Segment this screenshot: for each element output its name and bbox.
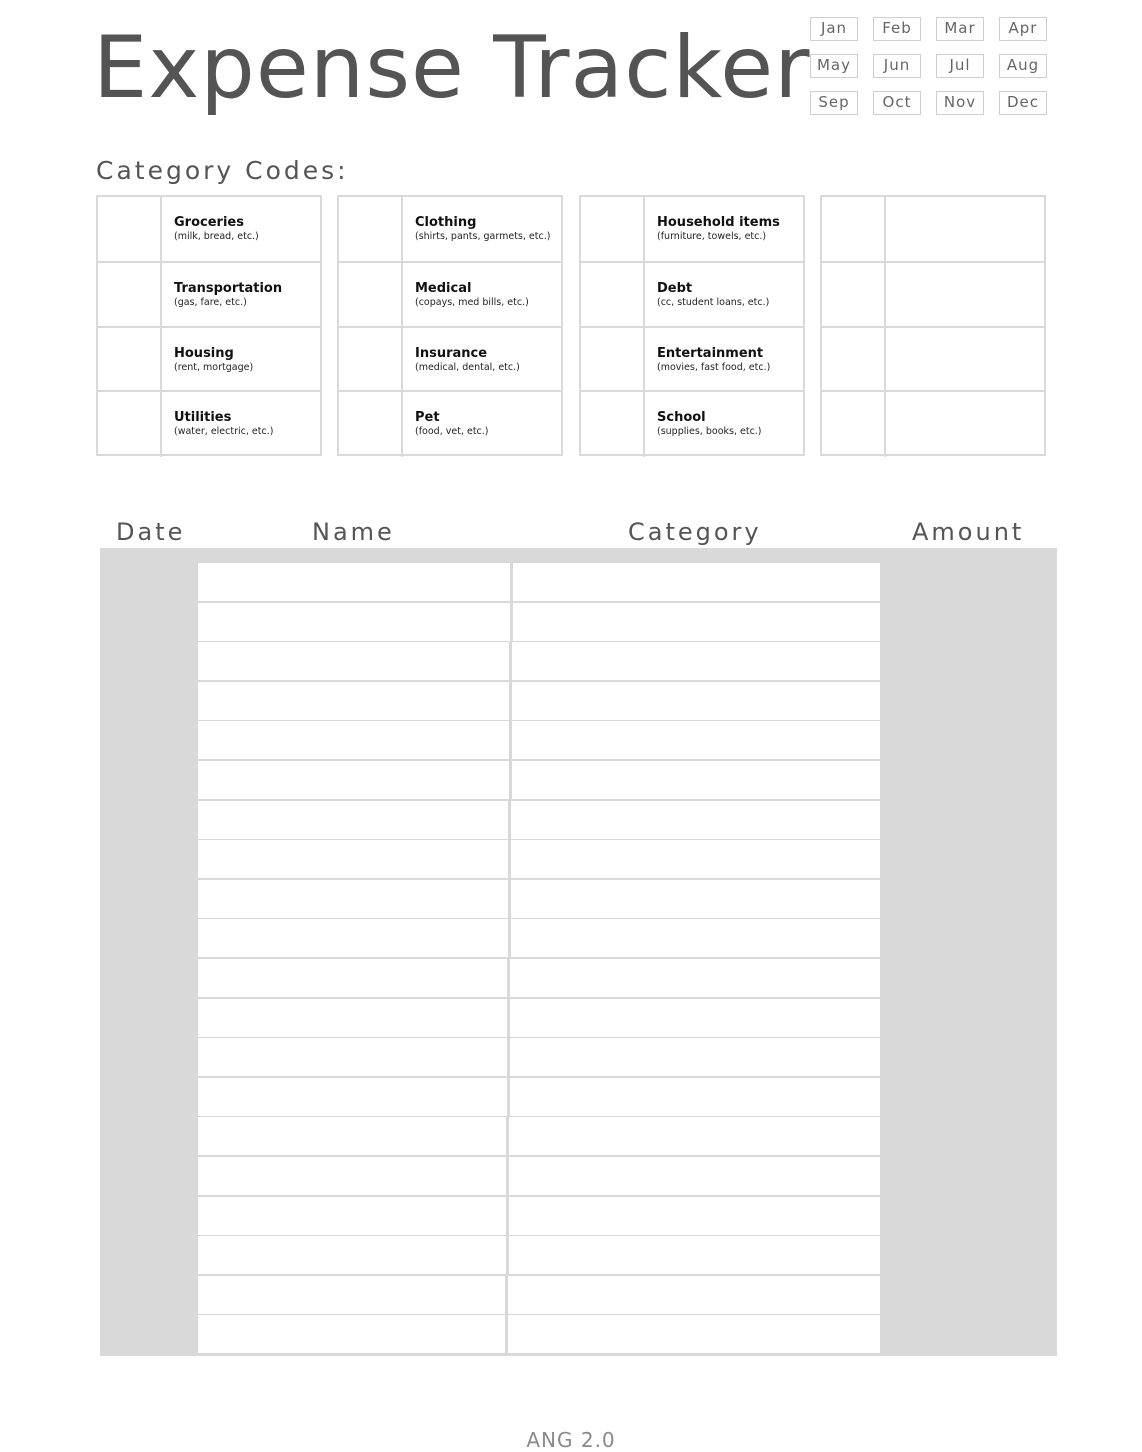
category-cell[interactable] [510, 1078, 880, 1116]
expense-ledger [100, 548, 1057, 1356]
name-cell[interactable] [198, 1315, 505, 1353]
ledger-row [100, 1276, 1057, 1314]
category-description: (furniture, towels, etc.) [657, 231, 767, 242]
name-cell[interactable] [198, 999, 507, 1037]
category-code-box[interactable] [339, 328, 403, 393]
category-name: School [657, 409, 706, 425]
month-box-nov[interactable]: Nov [936, 91, 984, 115]
category-cell[interactable] [511, 880, 880, 918]
ledger-row [100, 761, 1057, 799]
category-code-box[interactable] [822, 263, 886, 328]
category-row [339, 197, 561, 262]
category-name: Entertainment [657, 345, 764, 361]
category-description: (medical, dental, etc.) [415, 361, 520, 373]
name-cell[interactable] [198, 840, 508, 878]
name-cell[interactable] [198, 919, 508, 957]
category-cell[interactable] [511, 919, 880, 957]
category-name: Household items [657, 215, 780, 230]
ledger-row [100, 563, 1057, 601]
category-cell[interactable] [508, 1276, 880, 1314]
category-code-box[interactable] [98, 392, 162, 457]
name-cell[interactable] [198, 1078, 507, 1116]
name-cell[interactable] [198, 801, 508, 839]
category-row [581, 261, 803, 328]
month-box-jul[interactable]: Jul [936, 54, 984, 78]
category-label [415, 410, 489, 439]
category-code-box[interactable] [581, 197, 645, 262]
month-box-oct[interactable]: Oct [873, 91, 921, 115]
category-label [415, 281, 529, 310]
category-label [657, 215, 780, 244]
category-cell[interactable] [510, 999, 880, 1037]
category-row [98, 326, 320, 393]
name-cell[interactable] [198, 880, 508, 918]
category-row [822, 326, 1044, 393]
category-code-box[interactable] [581, 263, 645, 328]
month-box-jun[interactable]: Jun [873, 54, 921, 78]
category-cell[interactable] [512, 682, 880, 720]
category-cell[interactable] [509, 1197, 880, 1235]
category-cell[interactable] [512, 721, 880, 759]
name-cell[interactable] [198, 1276, 505, 1314]
name-cell[interactable] [198, 642, 509, 680]
category-group-3 [579, 195, 805, 456]
category-code-box[interactable] [822, 197, 886, 262]
ledger-row [100, 801, 1057, 839]
category-row [581, 197, 803, 262]
month-box-jan[interactable]: Jan [810, 17, 858, 41]
category-description: (food, vet, etc.) [415, 425, 489, 437]
category-row [581, 326, 803, 393]
ledger-row [100, 1315, 1057, 1353]
ledger-row [100, 642, 1057, 680]
category-label [415, 346, 520, 375]
date-column-header: Date [116, 518, 186, 546]
name-cell[interactable] [198, 1236, 506, 1274]
category-description: (gas, fare, etc.) [174, 297, 247, 309]
category-label [657, 346, 770, 375]
page-title: Expense Tracker [93, 18, 811, 118]
category-description: (milk, bread, etc.) [174, 231, 259, 242]
category-label [174, 346, 253, 375]
category-description: (shirts, pants, garmets, etc.) [415, 231, 551, 242]
ledger-row [100, 603, 1057, 641]
name-cell[interactable] [198, 1197, 506, 1235]
ledger-row [100, 919, 1057, 957]
month-selector [810, 17, 1050, 119]
category-group-4 [820, 195, 1046, 456]
category-cell[interactable] [509, 1236, 880, 1274]
name-cell[interactable] [198, 761, 509, 799]
month-box-mar[interactable]: Mar [936, 17, 984, 41]
category-row [98, 261, 320, 328]
category-group-2 [337, 195, 563, 456]
category-row [98, 197, 320, 262]
ledger-row [100, 880, 1057, 918]
ledger-row [100, 1078, 1057, 1116]
category-name: Groceries [174, 215, 244, 230]
ledger-row [100, 959, 1057, 997]
category-label [174, 281, 282, 310]
category-code-box[interactable] [822, 328, 886, 393]
category-cell[interactable] [510, 959, 880, 997]
category-group-1 [96, 195, 322, 456]
category-code-box[interactable] [581, 328, 645, 393]
category-name: Clothing [415, 215, 477, 230]
category-row [822, 197, 1044, 262]
category-row [339, 261, 561, 328]
category-code-box[interactable] [822, 392, 886, 457]
category-code-box[interactable] [98, 328, 162, 393]
category-name: Transportation [174, 281, 283, 297]
category-description: (rent, mortgage) [174, 361, 254, 373]
category-column-header: Category [628, 518, 762, 546]
category-label [657, 410, 762, 439]
category-code-box[interactable] [98, 263, 162, 328]
month-box-sep[interactable]: Sep [810, 91, 858, 115]
category-code-box[interactable] [339, 197, 403, 262]
month-box-dec[interactable]: Dec [999, 91, 1047, 115]
category-cell[interactable] [511, 840, 880, 878]
category-code-box[interactable] [98, 197, 162, 262]
category-name: Utilities [174, 409, 232, 425]
name-cell[interactable] [198, 563, 510, 601]
category-cell[interactable] [508, 1315, 880, 1353]
name-cell[interactable] [198, 959, 507, 997]
category-description: (movies, fast food, etc.) [657, 361, 771, 373]
month-box-aug[interactable]: Aug [999, 54, 1047, 78]
category-row [822, 261, 1044, 328]
name-cell[interactable] [198, 682, 509, 720]
category-cell[interactable] [512, 642, 880, 680]
category-cell[interactable] [513, 563, 880, 601]
category-code-box[interactable] [339, 263, 403, 328]
category-description: (cc, student loans, etc.) [657, 297, 770, 309]
ledger-row [100, 1157, 1057, 1195]
category-label [174, 215, 259, 244]
category-name: Debt [657, 281, 693, 297]
ledger-row [100, 1117, 1057, 1155]
name-cell[interactable] [198, 1157, 506, 1195]
category-codes-heading: Category Codes: [96, 156, 349, 185]
category-code-box[interactable] [339, 392, 403, 457]
ledger-row [100, 840, 1057, 878]
category-row [98, 390, 320, 457]
name-cell[interactable] [198, 1117, 506, 1155]
footer-label: ANG 2.0 [526, 1428, 616, 1452]
category-label [657, 281, 769, 310]
ledger-row [100, 1197, 1057, 1235]
category-label [174, 410, 273, 439]
name-cell[interactable] [198, 603, 510, 641]
category-cell[interactable] [513, 603, 880, 641]
category-name: Medical [415, 281, 472, 297]
ledger-row [100, 721, 1057, 759]
category-row [339, 326, 561, 393]
name-cell[interactable] [198, 1038, 507, 1076]
category-name: Insurance [415, 345, 488, 361]
category-name: Housing [174, 345, 234, 361]
category-description: (supplies, books, etc.) [657, 425, 762, 437]
ledger-row [100, 1236, 1057, 1274]
category-cell[interactable] [510, 1038, 880, 1076]
amount-column-header: Amount [912, 518, 1025, 546]
name-column-header: Name [312, 518, 395, 546]
category-code-box[interactable] [581, 392, 645, 457]
category-cell[interactable] [509, 1117, 880, 1155]
category-cell[interactable] [509, 1157, 880, 1195]
name-cell[interactable] [198, 721, 509, 759]
ledger-row [100, 682, 1057, 720]
category-row [822, 390, 1044, 457]
category-cell[interactable] [511, 801, 880, 839]
category-description: (copays, med bills, etc.) [415, 297, 529, 309]
ledger-row [100, 999, 1057, 1037]
ledger-row [100, 1038, 1057, 1076]
category-label [415, 215, 550, 244]
category-row [581, 390, 803, 457]
month-box-may[interactable]: May [810, 54, 858, 78]
category-cell[interactable] [512, 761, 880, 799]
month-box-apr[interactable]: Apr [999, 17, 1047, 41]
month-box-feb[interactable]: Feb [873, 17, 921, 41]
category-row [339, 390, 561, 457]
category-name: Pet [415, 409, 440, 425]
category-description: (water, electric, etc.) [174, 425, 274, 437]
